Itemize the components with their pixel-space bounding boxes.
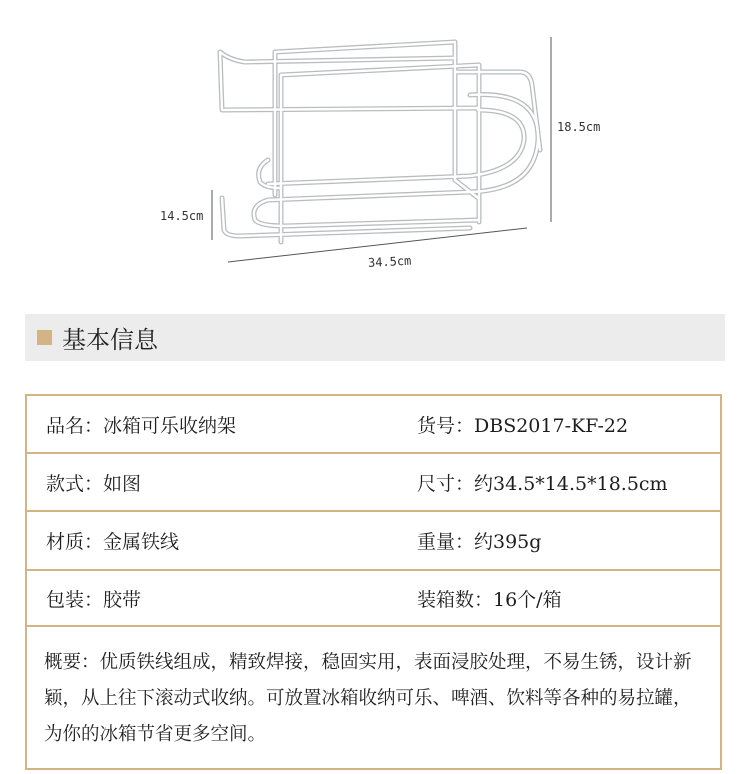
section-header — [25, 314, 725, 361]
table-row — [27, 396, 720, 454]
height-label-left: 14.5cm — [160, 209, 204, 223]
product-model: 货号：DBS2017-KF-22 — [417, 414, 629, 437]
product-name: 品名：冰箱可乐收纳架 — [46, 414, 237, 437]
section-marker-square — [37, 330, 52, 345]
table-row — [27, 571, 720, 627]
table-row — [27, 454, 720, 512]
product-weight: 重量：约395g — [417, 531, 542, 553]
overview-row — [27, 627, 720, 768]
product-overview: 概要：优质铁线组成，精致焊接，稳固实用，表面浸胶处理，不易生锈，设计新颖，从上往下滚动式收纳。可放置冰箱收纳可乐、啤酒、饮料等各种的易拉罐，为你的冰箱节省更多空间。 — [44, 652, 692, 745]
product-material: 材质：金属铁线 — [46, 531, 180, 553]
product-illustration — [0, 0, 749, 300]
info-table — [25, 394, 722, 770]
height-label-right: 18.5cm — [557, 120, 601, 134]
product-packing: 包装：胶带 — [46, 588, 142, 611]
wire-rack-image — [220, 42, 540, 242]
section-title: 基本信息 — [62, 326, 158, 354]
table-row — [27, 512, 720, 571]
width-label: 34.5cm — [367, 253, 412, 270]
product-style: 款式：如图 — [46, 472, 142, 495]
product-size: 尺寸：约34.5*14.5*18.5cm — [417, 472, 668, 495]
product-box-quantity: 装箱数：16个/箱 — [417, 588, 562, 611]
